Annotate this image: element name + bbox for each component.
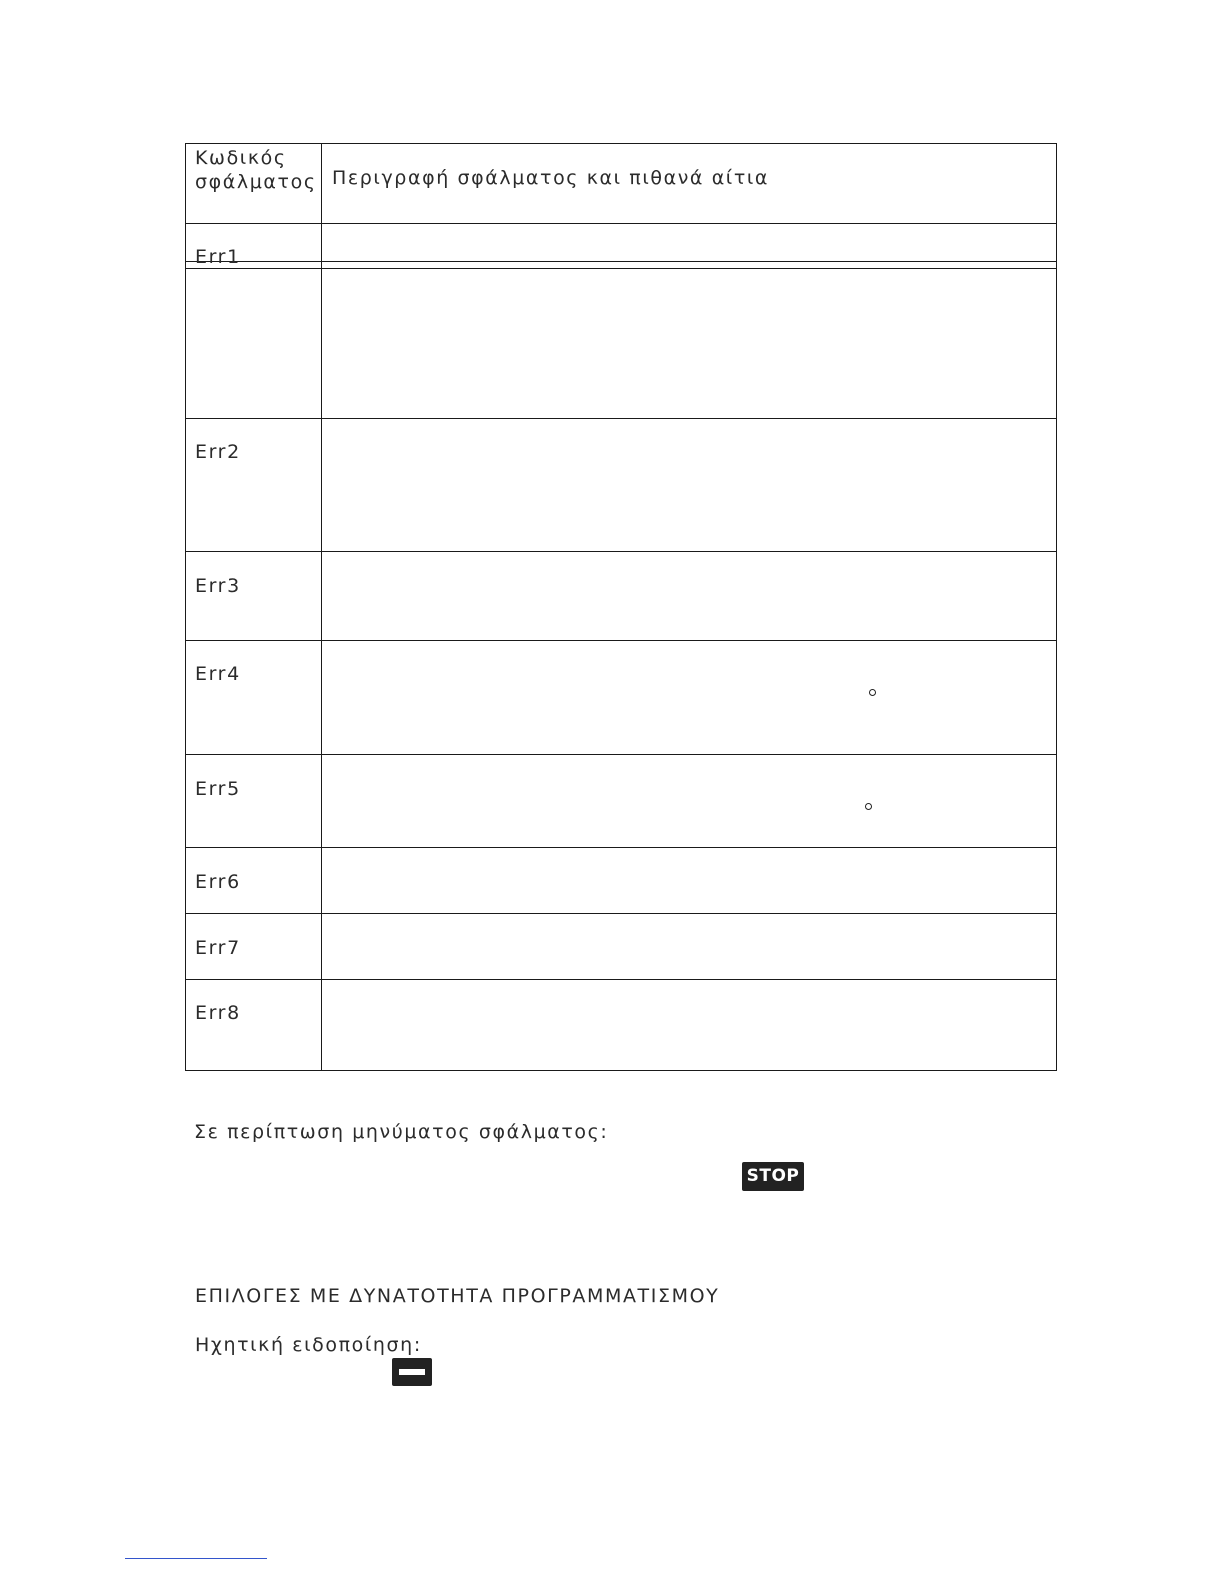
programmable-options-heading: ΕΠΙΛΟΓΕΣ ΜΕ ΔΥΝΑΤΟΤΗΤΑ ΠΡΟΓΡΑΜΜΑΤΙΣΜΟΥ xyxy=(195,1285,720,1307)
error-code-err2: Err2 xyxy=(195,441,241,463)
degree-symbol-icon xyxy=(869,689,876,696)
error-code-err1: Err1 xyxy=(195,246,241,268)
error-message-heading: Σε περίπτωση μηνύματος σφάλματος: xyxy=(194,1121,609,1143)
table-header-code: Κωδικός σφάλματος xyxy=(195,147,317,193)
stop-button-icon: STOP xyxy=(742,1162,804,1191)
error-code-err4: Err4 xyxy=(195,663,241,685)
minus-bar xyxy=(399,1369,425,1375)
footnote-separator xyxy=(125,1558,267,1559)
table-row-divider xyxy=(185,268,1057,269)
table-border-right xyxy=(1056,143,1057,1071)
table-column-divider xyxy=(321,143,322,1071)
table-header-description: Περιγραφή σφάλματος και πιθανά αίτια xyxy=(332,167,770,189)
table-border-top xyxy=(185,143,1057,144)
table-border-left xyxy=(185,143,186,1071)
table-row-divider xyxy=(185,913,1057,914)
table-row-divider xyxy=(185,640,1057,641)
error-code-err5: Err5 xyxy=(195,778,241,800)
degree-symbol-icon xyxy=(865,803,872,810)
table-row-divider xyxy=(185,551,1057,552)
table-row-divider xyxy=(185,418,1057,419)
minus-button-icon xyxy=(392,1358,432,1386)
table-row-divider xyxy=(185,261,1057,262)
table-row-divider xyxy=(185,847,1057,848)
error-code-err7: Err7 xyxy=(195,937,241,959)
table-border-bottom xyxy=(185,1070,1057,1071)
error-code-err6: Err6 xyxy=(195,871,241,893)
error-code-err3: Err3 xyxy=(195,575,241,597)
table-row-divider xyxy=(185,223,1057,224)
sound-notification-heading: Ηχητική ειδοποίηση: xyxy=(195,1334,422,1356)
error-code-err8: Err8 xyxy=(195,1002,241,1024)
table-row-divider xyxy=(185,754,1057,755)
table-row-divider xyxy=(185,979,1057,980)
